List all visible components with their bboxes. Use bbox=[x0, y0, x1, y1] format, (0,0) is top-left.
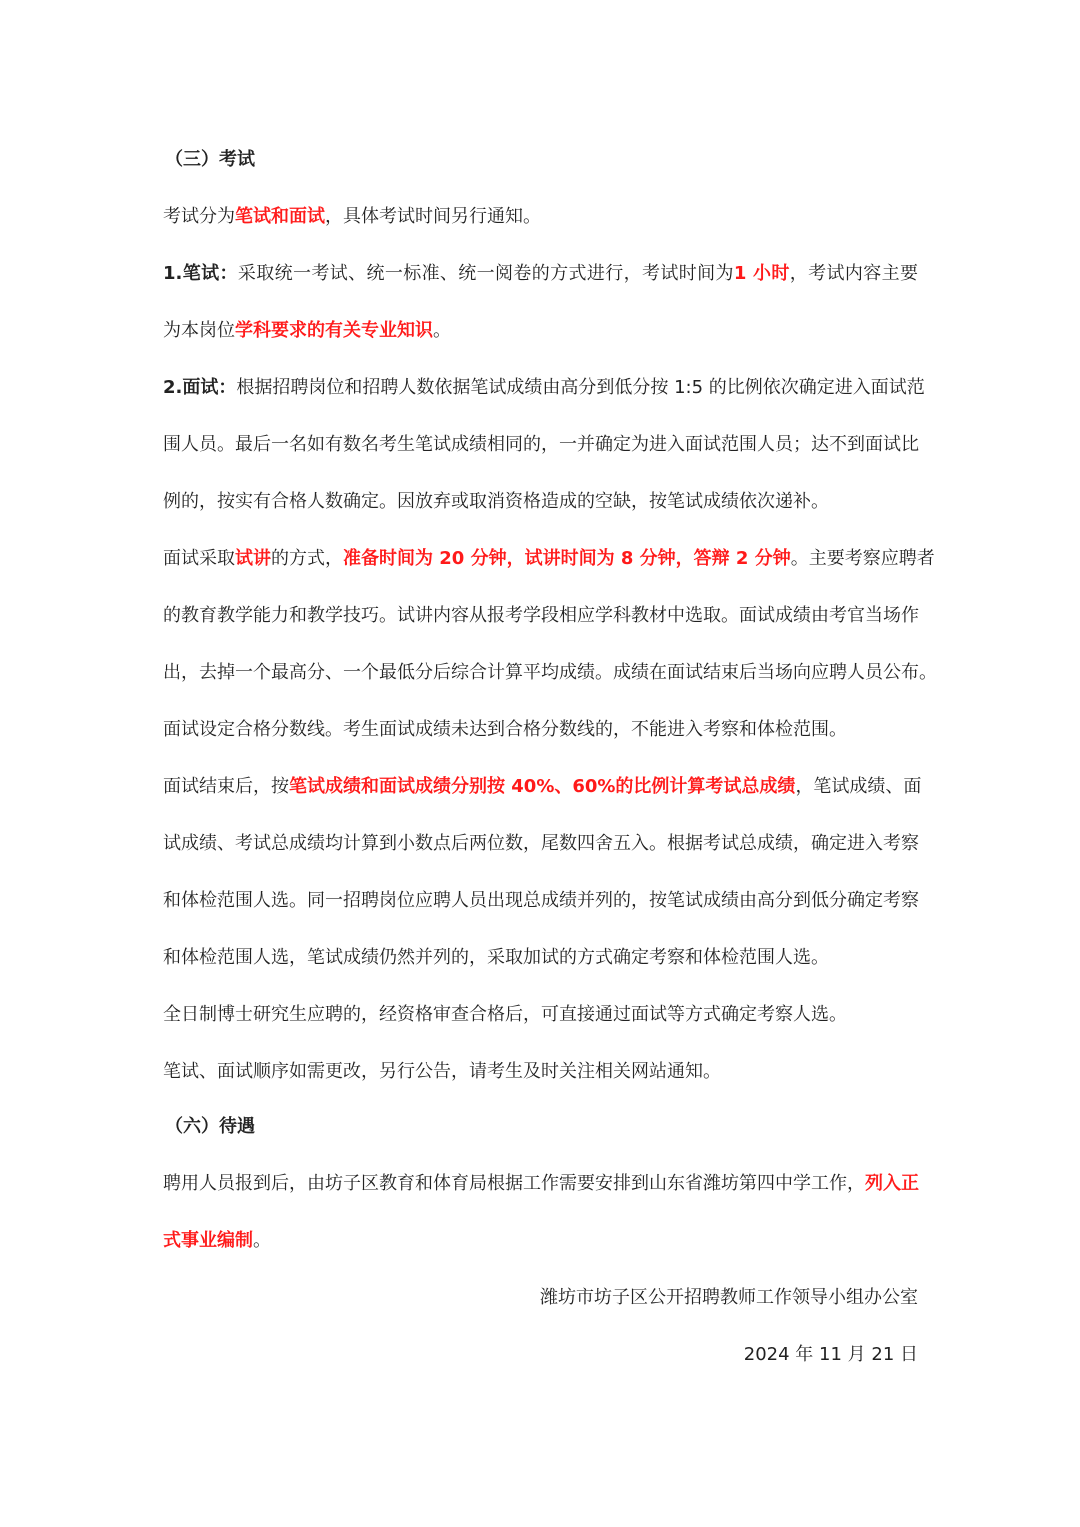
method-line-3: 出，去掉一个最高分、一个最低分后综合计算平均成绩。成绩在面试结束后当场向应聘人员公布。 bbox=[163, 662, 937, 683]
issuing-office: 潍坊市坊子区公开招聘教师工作领导小组办公室 bbox=[540, 1287, 918, 1308]
total-score-line-1 bbox=[163, 767, 922, 824]
exam-intro-paragraph bbox=[163, 197, 918, 254]
method-timing-highlight: 准备时间为 20 分钟，试讲时间为 8 分钟，答辩 2 分钟 bbox=[343, 548, 791, 569]
phd-paragraph: 全日制博士研究生应聘的，经资格审查合格后，可直接通过面试等方式确定考察人选。 bbox=[163, 1004, 847, 1025]
written-exam-line-2 bbox=[163, 311, 918, 368]
interview-line-2: 围人员。最后一名如有数名考生笔试成绩相同的，一并确定为进入面试范围人员；达不到面试比 bbox=[163, 434, 919, 455]
method-trial-lecture: 试讲 bbox=[235, 548, 271, 569]
interview-text-1: 根据招聘岗位和招聘人数依据笔试成绩由高分到低分按 1:5 的比例依次确定进入面试范 bbox=[236, 377, 925, 398]
exam-intro-text: 考试分为 bbox=[163, 206, 235, 227]
section-heading-benefits: （六）待遇 bbox=[165, 1116, 255, 1137]
written-exam-text-2: 为本岗位 bbox=[163, 320, 235, 341]
method-line-2: 的教育教学能力和教学技巧。试讲内容从报考学段相应学科教材中选取。面试成绩由考官当场作 bbox=[163, 605, 919, 626]
method-text-1: 面试采取 bbox=[163, 548, 235, 569]
section-heading-exam: （三）考试 bbox=[165, 149, 255, 170]
written-exam-text-end: ，考试内容主要 bbox=[789, 263, 919, 284]
interview-line-3: 例的，按实有合格人数确定。因放弃或取消资格造成的空缺，按笔试成绩依次递补。 bbox=[163, 491, 829, 512]
benefits-line-2 bbox=[163, 1221, 918, 1278]
benefits-text-end: 。 bbox=[253, 1230, 271, 1251]
benefits-text-1: 聘用人员报到后，由坊子区教育和体育局根据工作需要安排到山东省潍坊第四中学工作， bbox=[163, 1173, 865, 1194]
written-exam-text: 采取统一考试、统一标准、统一阅卷的方式进行，考试时间为 bbox=[237, 263, 734, 284]
written-exam-text-2-end: 。 bbox=[433, 320, 451, 341]
method-line-4: 面试设定合格分数线。考生面试成绩未达到合格分数线的，不能进入考察和体检范围。 bbox=[163, 719, 847, 740]
method-line-1 bbox=[163, 539, 935, 596]
benefits-highlight-1: 列入正 bbox=[865, 1173, 919, 1194]
benefits-highlight-2: 式事业编制 bbox=[163, 1230, 253, 1251]
written-exam-duration: 1 小时 bbox=[733, 263, 790, 284]
method-text-2: 的方式， bbox=[271, 548, 343, 569]
method-text-3: 。主要考察应聘者 bbox=[790, 548, 935, 569]
exam-intro-highlight: 笔试和面试 bbox=[235, 206, 325, 227]
total-score-weighting-highlight: 笔试成绩和面试成绩分别按 40%、60%的比例计算考试总成绩 bbox=[289, 776, 796, 797]
interview-line-1 bbox=[163, 368, 925, 425]
benefits-line-1 bbox=[163, 1164, 918, 1221]
total-score-line-4: 和体检范围人选，笔试成绩仍然并列的，采取加试的方式确定考察和体检范围人选。 bbox=[163, 947, 829, 968]
total-score-line-3: 和体检范围人选。同一招聘岗位应聘人员出现总成绩并列的，按笔试成绩由高分到低分确定考察 bbox=[163, 890, 919, 911]
total-score-text-2: ，笔试成绩、面 bbox=[795, 776, 922, 797]
written-exam-line-1 bbox=[163, 254, 918, 311]
exam-intro-text-end: ，具体考试时间另行通知。 bbox=[325, 206, 541, 227]
total-score-text-1: 面试结束后，按 bbox=[163, 776, 289, 797]
issue-date: 2024 年 11 月 21 日 bbox=[743, 1344, 918, 1365]
interview-label: 2.面试： bbox=[163, 377, 237, 398]
written-exam-label: 1.笔试： bbox=[163, 263, 238, 284]
total-score-line-2: 试成绩、考试总成绩均计算到小数点后两位数，尾数四舍五入。根据考试总成绩，确定进入考察 bbox=[163, 833, 919, 854]
document-body bbox=[163, 140, 937, 1392]
written-exam-content-highlight: 学科要求的有关专业知识 bbox=[235, 320, 433, 341]
order-change-notice: 笔试、面试顺序如需更改，另行公告，请考生及时关注相关网站通知。 bbox=[163, 1061, 721, 1082]
